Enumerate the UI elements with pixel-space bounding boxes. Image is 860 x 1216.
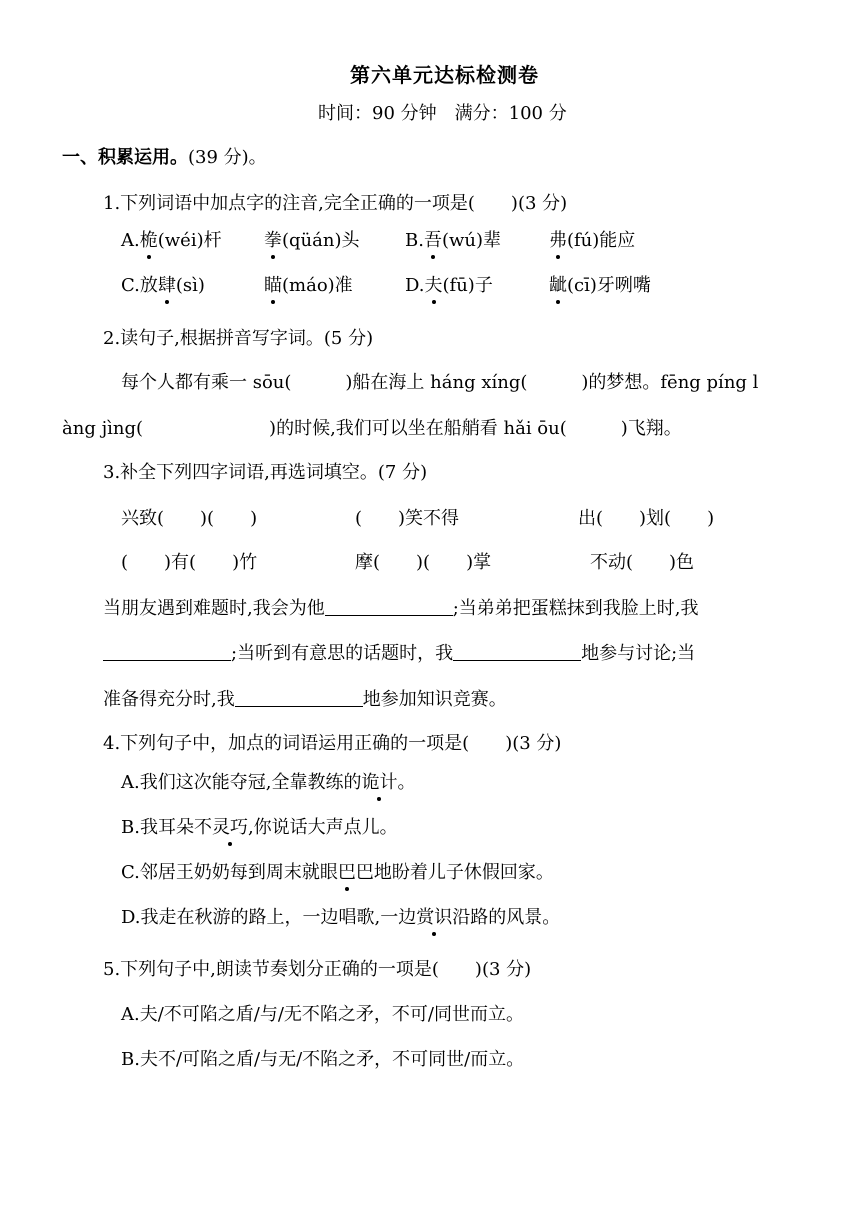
section-score: (39 分)。 — [188, 147, 267, 168]
text: 地参与讨论;当 — [581, 643, 696, 664]
question-5-stem: 5.下列句子中,朗读节奏划分正确的一项是( )(3 分) — [103, 959, 532, 980]
q1-option-d — [405, 274, 493, 298]
q1-option-c-2 — [264, 274, 353, 298]
q1-option-b — [405, 229, 501, 253]
q3-sentence-3 — [103, 688, 507, 712]
pinyin: (wéi)杆 — [157, 230, 222, 251]
q4-option-c — [121, 861, 554, 885]
question-4-stem: 4.下列句子中，加点的词语运用正确的一项是( )(3 分) — [103, 733, 562, 754]
text: 地盼着儿子休假回家。 — [373, 862, 554, 883]
text: 当朋友遇到难题时,我会为他 — [103, 598, 325, 619]
q2-line-1: 每个人都有乘一 sōu( )船在海上 háng xíng( )的梦想。fēng píng l — [121, 372, 759, 393]
idiom-1: 兴致( )( ) — [121, 508, 258, 529]
q1-option-d-2 — [549, 274, 651, 298]
question-3-stem: 3.补全下列四字词语,再选词填空。(7 分) — [103, 462, 428, 483]
dotted-char: 弗 — [549, 230, 567, 251]
option-label: A. — [121, 230, 140, 251]
page-title: 第六单元达标检测卷 — [350, 63, 539, 87]
q5-option-b: B.夫不/可陷之盾/与无/不陷之矛，不可同世/而立。 — [121, 1049, 525, 1070]
q3-sentence-1 — [103, 597, 699, 621]
q4-option-b — [121, 816, 398, 840]
q1-option-b-2 — [549, 229, 635, 253]
idiom-5: 摩( )( )掌 — [355, 552, 492, 573]
idiom-6: 不动( )色 — [590, 552, 695, 573]
fill-blank[interactable] — [325, 597, 453, 616]
plain-char: 放 — [139, 275, 158, 296]
option-label: D. — [405, 275, 425, 296]
fill-blank[interactable] — [453, 642, 581, 661]
dotted-char: 肆 — [157, 275, 176, 296]
pinyin: (sì) — [175, 275, 205, 296]
text: 地参加知识竞赛。 — [362, 689, 507, 710]
fill-blank[interactable] — [235, 688, 363, 707]
text: ;当弟弟把蛋糕抹到我脸上时,我 — [452, 598, 699, 619]
section-label: 一、积累运用。 — [62, 147, 188, 168]
pinyin: (wú)辈 — [441, 230, 501, 251]
q3-sentence-2 — [103, 642, 695, 666]
dotted-word: 眼巴巴 — [319, 862, 374, 883]
pinyin: (qüán)头 — [282, 230, 360, 251]
text: 。 — [397, 772, 416, 793]
dotted-char: 吾 — [423, 230, 442, 251]
q4-option-a — [121, 771, 415, 795]
section-heading — [62, 146, 267, 170]
text: A.我们这次能夺冠,全靠教练的 — [121, 772, 362, 793]
q4-option-d — [121, 906, 560, 930]
dotted-word: 赏识 — [416, 907, 453, 928]
fill-blank[interactable] — [103, 642, 231, 661]
text: 准备得充分时,我 — [103, 689, 235, 710]
option-label: B. — [405, 230, 424, 251]
pinyin: (máo)准 — [282, 275, 353, 296]
q2-line-2: àng jìng( )的时候,我们可以坐在船艄看 hǎi ōu( )飞翔。 — [62, 418, 682, 439]
pinyin: (fú)能应 — [567, 230, 636, 251]
q5-option-a: A.夫/不可陷之盾/与/无不陷之矛，不可/同世而立。 — [121, 1004, 524, 1025]
dotted-char: 桅 — [139, 230, 158, 251]
q1-option-c — [121, 274, 205, 298]
idiom-2: ( )笑不得 — [355, 508, 460, 529]
question-1-stem: 1.下列词语中加点字的注音,完全正确的一项是( )(3 分) — [103, 193, 568, 214]
text: ,你说话大声点儿。 — [247, 817, 398, 838]
idiom-4: ( )有( )竹 — [121, 552, 258, 573]
q1-option-a-2 — [264, 229, 359, 253]
text: D.我走在秋游的路上，一边唱歌,一边 — [121, 907, 417, 928]
dotted-word: 灵巧 — [211, 817, 248, 838]
text: ;当听到有意思的话题时，我 — [231, 643, 454, 664]
dotted-char: 拳 — [264, 230, 282, 251]
dotted-char: 瞄 — [264, 275, 282, 296]
exam-meta: 时间：90 分钟 满分：100 分 — [318, 103, 567, 124]
dotted-char: 龇 — [549, 275, 567, 296]
option-label: C. — [121, 275, 140, 296]
dotted-char: 夫 — [424, 275, 443, 296]
pinyin: (fū)子 — [442, 275, 493, 296]
text: B.我耳朵不 — [121, 817, 212, 838]
idiom-3: 出( )划( ) — [578, 508, 715, 529]
pinyin: (cī)牙咧嘴 — [567, 275, 651, 296]
q1-option-a — [121, 229, 222, 253]
text: C.邻居王奶奶每到周末就 — [121, 862, 320, 883]
dotted-word: 诡计 — [361, 772, 398, 793]
question-2-stem: 2.读句子,根据拼音写字词。(5 分) — [103, 328, 374, 349]
text: 沿路的风景。 — [452, 907, 561, 928]
